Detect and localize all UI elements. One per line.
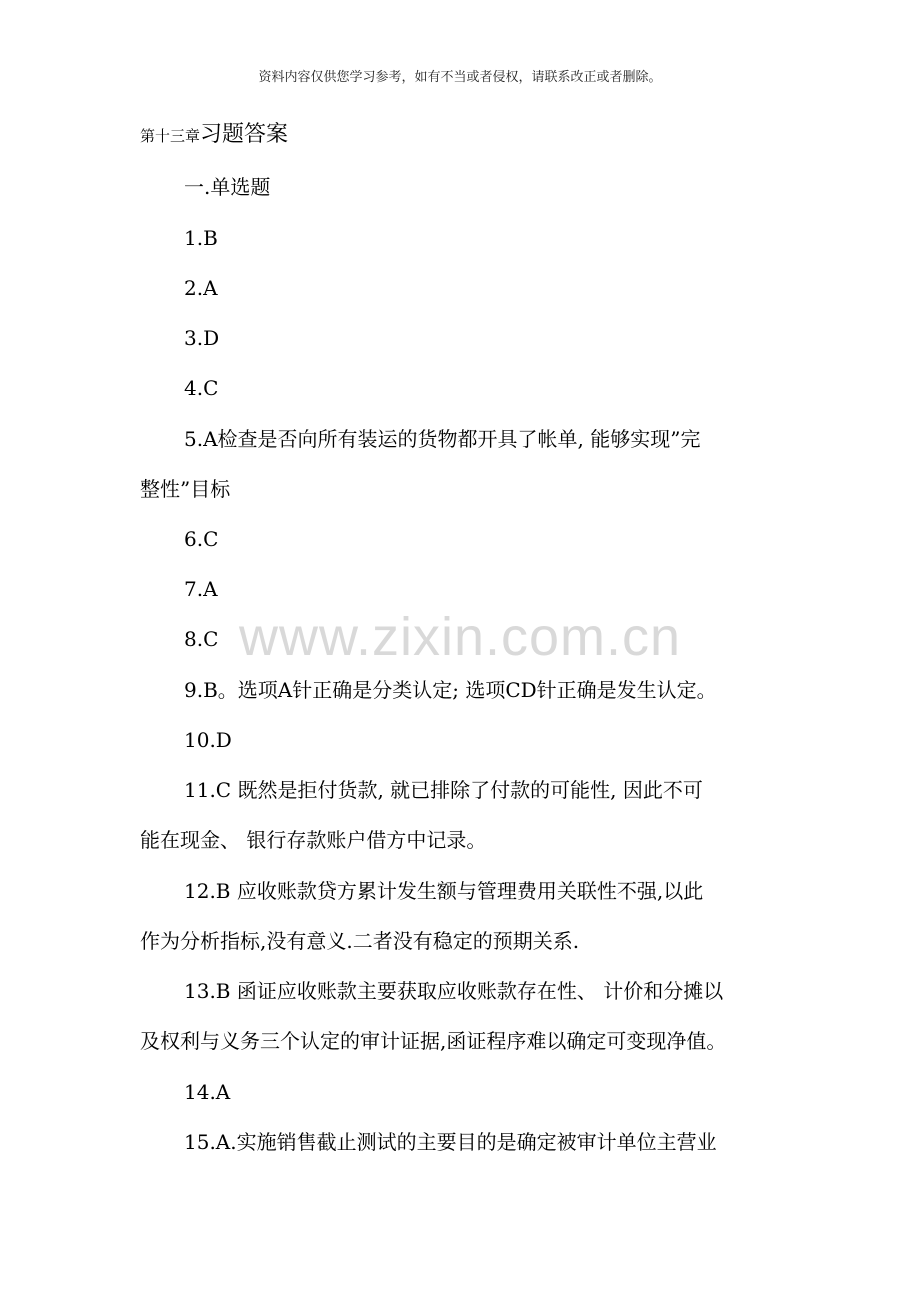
answer-line: 9.B。选项A针正确是分类认定; 选项CD针正确是发生认定。: [184, 678, 717, 702]
chapter-label: 第十三章: [140, 127, 201, 145]
answer-line: 10.D: [184, 728, 232, 752]
answer-line: 7.A: [184, 577, 218, 601]
answer-line: 5.A检查是否向所有装运的货物都开具了帐单, 能够实现”完: [184, 427, 701, 451]
answer-line: 及权利与义务三个认定的审计证据,函证程序难以确定可变现净值。: [140, 1029, 727, 1053]
answer-line: 作为分析指标,没有意义.二者没有稳定的预期关系.: [140, 929, 580, 953]
disclaimer-header: 资料内容仅供您学习参考，如有不当或者侵权，请联系改正或者删除。: [258, 70, 662, 85]
answer-line: 13.B 函证应收账款主要获取应收账款存在性、 计价和分摊以: [184, 979, 724, 1003]
answer-line: 6.C: [184, 527, 219, 551]
answer-line: 15.A.实施销售截止测试的主要目的是确定被审计单位主营业: [184, 1130, 717, 1154]
section-heading: 一.单选题: [184, 175, 271, 199]
answer-line: 1.B: [184, 226, 218, 250]
watermark: www.zixin.com.cn: [238, 607, 682, 667]
page-title: [140, 124, 288, 146]
answer-line: 11.C 既然是拒付货款, 就已排除了付款的可能性, 因此不可: [184, 778, 703, 802]
answer-line: 整性”目标: [140, 477, 231, 501]
answer-line: 14.A: [184, 1080, 231, 1104]
answer-line: 8.C: [184, 627, 219, 651]
answer-line: 12.B 应收账款贷方累计发生额与管理费用关联性不强,以此: [184, 879, 704, 903]
title-heading: 习题答案: [200, 122, 289, 147]
answer-line: 4.C: [184, 376, 219, 400]
answer-line: 3.D: [184, 326, 220, 350]
answer-line: 能在现金、 银行存款账户借方中记录。: [140, 828, 487, 852]
answer-line: 2.A: [184, 276, 218, 300]
